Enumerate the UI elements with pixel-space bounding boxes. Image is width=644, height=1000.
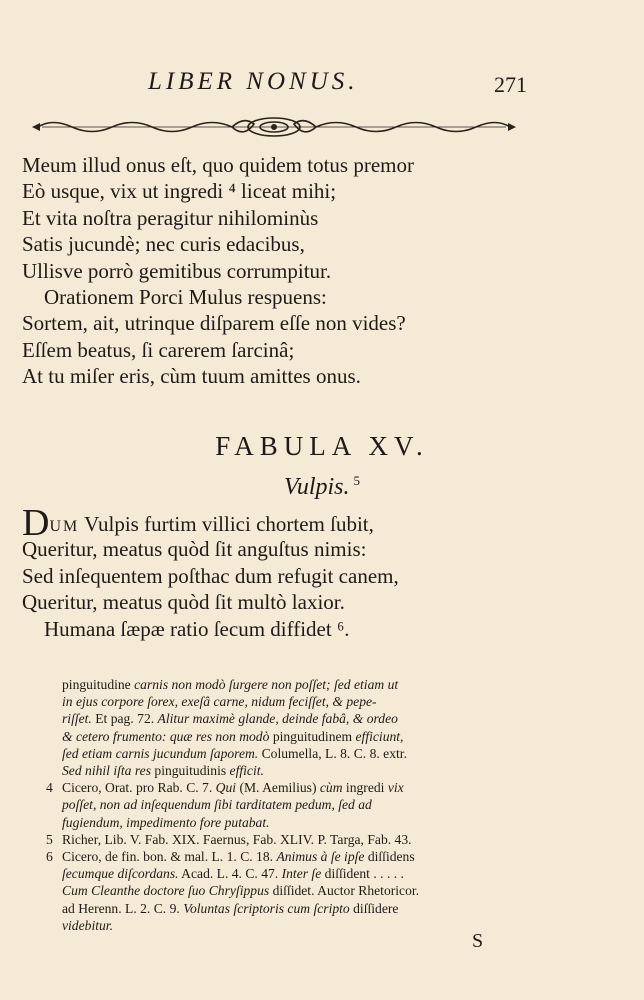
footnote-text: Cicero, Orat. pro Rab. C. 7. bbox=[62, 780, 216, 796]
footnote-text: fugiendum, impedimento fore putabat. bbox=[62, 814, 270, 830]
footnote-line bbox=[46, 831, 510, 848]
verse-line: Ullisve porrò gemitibus corrumpitur. bbox=[22, 258, 332, 283]
decorative-rule-ornament bbox=[32, 112, 516, 142]
footnote-text: Cum Cleanthe doctore ſuo Chryſippus bbox=[62, 883, 270, 899]
verse-block-fable bbox=[22, 502, 622, 642]
footnote-text: Animus à ſe ipſe bbox=[276, 849, 365, 865]
footnote-text: ad Herenn. L. 2. C. 9. bbox=[62, 900, 184, 916]
footnote-text: Alitur maximè glande, deinde fabâ, & ordeo bbox=[157, 711, 398, 727]
footnote-line bbox=[62, 728, 510, 745]
footnote-line bbox=[62, 814, 510, 831]
footnote-text: pinguitudinem bbox=[272, 728, 356, 744]
footnotes bbox=[46, 676, 510, 934]
footnote-text: poſſet, non ad inſequendum ſibi tarditatem pedum, ſed ad bbox=[62, 797, 372, 813]
fable-title: FABULA XV. bbox=[215, 431, 429, 461]
verse-line: Humana ſæpæ ratio ſecum diffidet ⁶. bbox=[44, 616, 350, 641]
footnote-line bbox=[62, 676, 510, 693]
footnote-line bbox=[62, 745, 510, 762]
footnote-number: 4 bbox=[46, 780, 53, 796]
verse-line: Meum illud onus eſt, quo quidem totus premor bbox=[22, 153, 414, 177]
footnote-line bbox=[62, 900, 510, 917]
footnote-number: 5 bbox=[46, 831, 53, 847]
running-title: LIBER NONUS. bbox=[148, 68, 359, 95]
verse-line: Satis jucundè; nec curis edacibus, bbox=[22, 232, 305, 257]
footnote-text: in ejus corpore ſorex, exeſâ carne, nidum feciſſet, & pepe- bbox=[62, 694, 377, 710]
verse-line: Eſſem beatus, ſi carerem ſarcinâ; bbox=[22, 337, 295, 362]
footnote-text: & cetero frumento: quæ res non modò bbox=[62, 728, 273, 744]
footnote-text: diſſident . . . . . bbox=[321, 866, 404, 882]
footnote-line bbox=[62, 882, 510, 899]
footnote-line bbox=[62, 693, 510, 710]
footnote-text: diſſidet. Auctor Rhetoricor. bbox=[269, 883, 420, 899]
verse-line: Sortem, ait, utrinque diſparem eſſe non vides? bbox=[22, 311, 406, 336]
verse-line: Sed inſequentem poſthac dum refugit canem, bbox=[22, 563, 399, 588]
verse-block-top bbox=[22, 152, 622, 390]
verse-line: At tu miſer eris, cùm tuum amittes onus. bbox=[22, 364, 361, 389]
footnote-text: diſſidens bbox=[364, 849, 415, 865]
footnote-line bbox=[62, 762, 510, 779]
footnote-text: Cicero, de fin. bon. & mal. L. 1. C. 18. bbox=[62, 849, 277, 865]
footnote-text: Qui bbox=[215, 780, 237, 796]
verse-line: Eò usque, vix ut ingredi ⁴ liceat mihi; bbox=[22, 179, 337, 204]
fable-subtitle bbox=[0, 473, 644, 501]
footnote-text: Voluntas ſcriptoris cum ſcripto bbox=[183, 900, 350, 916]
footnote-text: vix bbox=[387, 780, 404, 796]
footnote-line bbox=[62, 917, 510, 934]
footnote-text: pinguitudine bbox=[62, 677, 135, 692]
footnote-text: ingredi bbox=[342, 780, 388, 796]
footnote-line bbox=[46, 848, 510, 865]
drop-cap: D bbox=[22, 502, 50, 544]
footnote-text: carnis non modò ſurgere non poſſet; ſed etiam ut bbox=[134, 677, 399, 692]
footnote-text: diſſidere bbox=[349, 900, 399, 916]
footnote-line bbox=[62, 865, 510, 882]
signature-mark: S bbox=[472, 930, 484, 952]
footnote-text: videbitur. bbox=[62, 917, 113, 933]
footnote-text: (M. Aemilius) bbox=[236, 780, 320, 796]
footnote-text: ſecumque diſcordans. bbox=[62, 866, 179, 882]
footnote-text: efficit. bbox=[229, 763, 264, 779]
footnote-text: cùm bbox=[319, 780, 343, 796]
footnote-text: efficiunt, bbox=[355, 728, 404, 744]
verse-line: Orationem Porci Mulus respuens: bbox=[44, 284, 327, 309]
footnote-text: Inter ſe bbox=[281, 866, 322, 882]
verse-line-text: Vulpis furtim villici chortem ſubit, bbox=[79, 512, 374, 536]
verse-line bbox=[22, 502, 622, 544]
footnote-text: Et pag. 72. bbox=[91, 711, 158, 727]
footnote-text: Sed nihil iſta res bbox=[62, 763, 155, 779]
verse-line: Queritur, meatus quòd ſit multò laxior. bbox=[22, 590, 345, 615]
small-caps-text: UM bbox=[49, 518, 80, 535]
footnote-text: Richer, Lib. V. Fab. XIX. Faernus, Fab. XLIV. P. Targa, Fab. 43. bbox=[62, 831, 412, 847]
footnote-ref: 5 bbox=[353, 473, 361, 488]
fable-subtitle-text: Vulpis. bbox=[283, 474, 350, 500]
footnote-text: riſſet. bbox=[62, 711, 92, 727]
footnote-text: Columella, L. 8. C. 8. extr. bbox=[258, 745, 407, 761]
footnote-number: 6 bbox=[46, 849, 53, 865]
footnote-text: pinguitudinis bbox=[154, 763, 230, 779]
verse-line: Queritur, meatus quòd ſit anguſtus nimis: bbox=[22, 537, 367, 562]
verse-line: Et vita noſtra peragitur nihilominùs bbox=[22, 205, 319, 230]
footnote-text: ſed etiam carnis jucundum ſaporem. bbox=[62, 745, 259, 761]
page-number: 271 bbox=[494, 72, 527, 97]
footnote-line bbox=[62, 710, 510, 727]
footnote-line bbox=[46, 779, 510, 796]
footnote-text: Acad. L. 4. C. 47. bbox=[178, 866, 282, 882]
footnote-line bbox=[62, 796, 510, 813]
